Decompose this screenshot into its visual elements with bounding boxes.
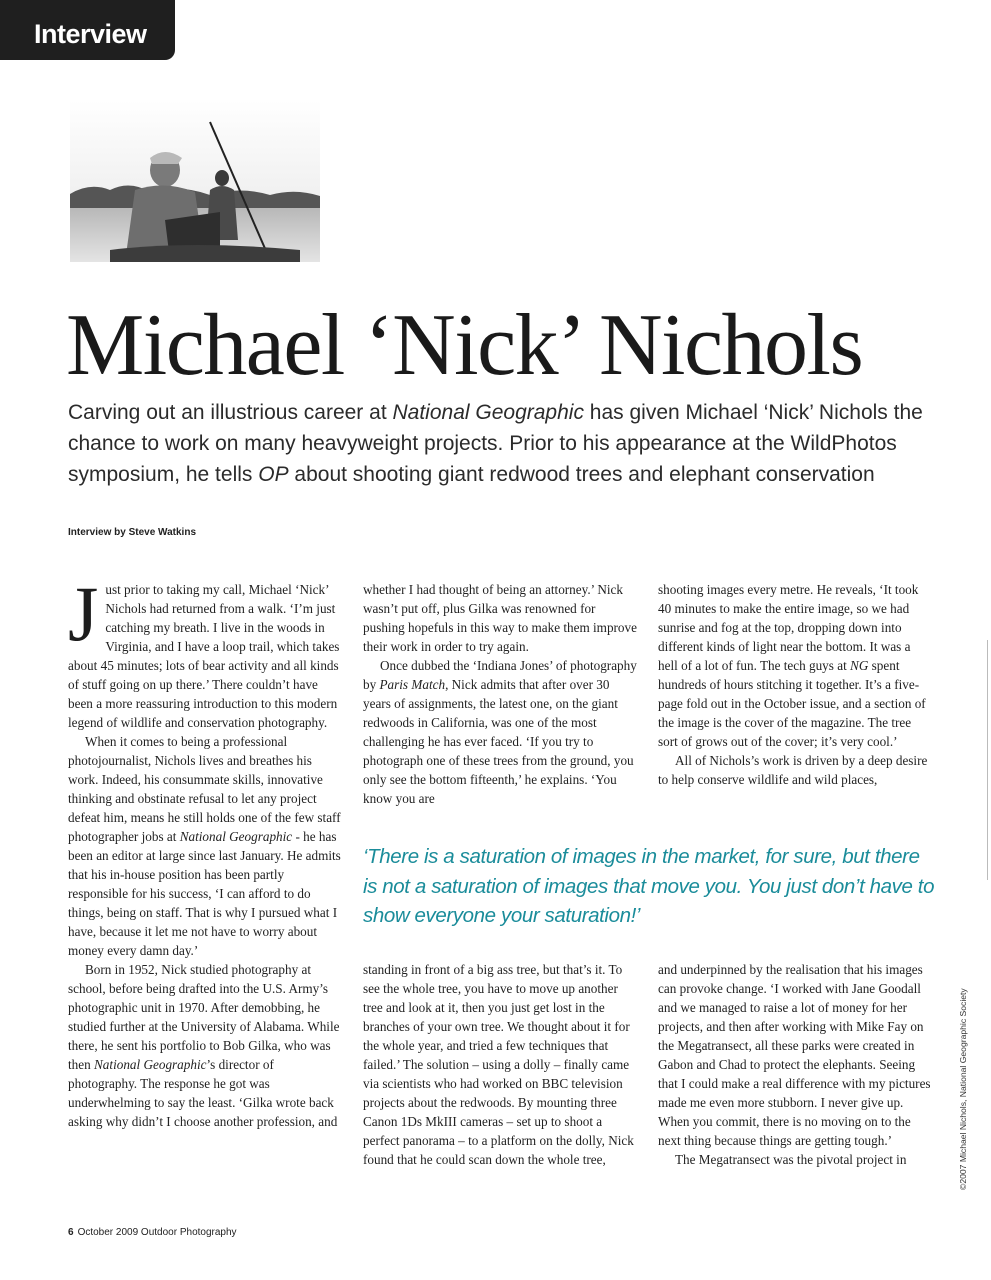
body-text: ’s director of photography. The response he got was underwhelming to say the least. ‘Gilka wrote back asking why didn’t I choose another profession, and [68,1057,338,1129]
publication-name: Paris Match [379,677,446,692]
body-text: Once dubbed the ‘Indiana Jones’ of photography by [363,658,637,692]
section-tag-label: Interview [34,19,147,49]
body-paragraph [68,732,343,960]
standfirst-text: about shooting giant redwood trees and elephant conservation [288,463,875,486]
headline: Michael ‘Nick’ Nichols [66,297,863,394]
body-paragraph: The Megatransect was the pivotal project in [675,1152,907,1167]
section-tag [0,0,175,60]
portrait-photo [70,100,320,262]
body-column-2-top [363,580,638,808]
standfirst [68,397,948,490]
publication-name: National Geographic [94,1057,207,1072]
standfirst-magazine: National Geographic [392,401,584,424]
body-paragraph [658,580,933,751]
publication-name: National Geographic [179,829,293,844]
pull-quote: ‘There is a saturation of images in the market, for sure, but there is not a saturation of images that move you. You just don’t have to show everyone your saturation!’ [363,845,935,927]
body-paragraph [68,570,343,732]
drop-cap: J [68,570,99,657]
body-column-3-bottom [658,960,933,1169]
body-paragraph: All of Nichols’s work is driven by a deep desire to help conserve wildlife and wild places, [658,753,928,787]
body-text: shooting images every metre. He reveals, ‘It took 40 minutes to make the entire image, so we had sunrise and fog at the top, dropping down into different kinds of light near the bottom. It was a hell of a lot of fun. The tech guys at [658,582,919,673]
body-column-3-top [658,580,933,789]
body-paragraph [363,656,638,808]
standfirst-text: Carving out an illustrious career at [68,401,393,424]
portrait-photo-image [70,100,320,262]
page-number: 6 [68,1227,74,1238]
body-paragraph: whether I had thought of being an attorney.’ Nick wasn’t put off, plus Gilka was renowned for pushing hopefuls in this way to make them improve their work in order to try again. [363,582,637,654]
margin-rule [987,640,988,880]
body-paragraph: standing in front of a big ass tree, but that’s it. To see the whole tree, you have to move up another tree and look at it, then you just get lost in the branches of your own tree. We thought about it for the whole year, and tried a few techniques that failed.’ The solution – using a dolly – finally came via scientists who had worked on BBC television projects about the redwoods. By mounting three Canon 1Ds MkIII cameras – set up to shoot a perfect panorama – to a platform on the dolly, Nick found that he could scan down the whole tree, [363,962,634,1167]
body-text: , Nick admits that after over 30 years of assignments, the latest one, on the giant redwoods in California, was one of the most challenging he has ever faced. ‘If you try to photograph one of these trees from the ground, you only see the bottom fifteenth,’ he explains. ‘You know you are [363,677,634,806]
issue-info: October 2009 Outdoor Photography [77,1227,237,1238]
page-footer [68,1227,237,1238]
photo-credit: ©2007 Michael Nichols, National Geographic Society [958,988,968,1190]
standfirst-text: has given Michael ‘Nick’ Nichols the chance to work on many heavyweight projects. Prior to his appearance at the WildPhotos symposium, he tells [68,401,923,486]
byline: Interview by Steve Watkins [68,527,197,538]
body-column-1 [68,570,343,1131]
body-text: - he has been an editor at large since last January. He admits that his in-house position has been partly responsible for his success, ‘I can afford to do things, being on staff. That is why I pursued what I have, because it let me not have to worry about money every damn day.’ [68,829,341,958]
publication-name: NG [850,658,869,673]
body-text: spent hundreds of hours stitching it together. It’s a five-page fold out in the October issue, and a section of the image is the cover of the magazine. The tree sort of grows out of the cover; it’s very cool.’ [658,658,926,749]
body-column-2-bottom [363,960,638,1169]
standfirst-op: OP [258,463,289,486]
body-text: Born in 1952, Nick studied photography at school, before being drafted into the U.S. Army’s photographic unit in 1970. After demobbing, he studied further at the University of Alabama. While there, he sent his portfolio to Bob Gilka, who was then [68,962,340,1072]
body-paragraph [68,960,343,1131]
body-paragraph: and underpinned by the realisation that his images can provoke change. ‘I worked with Jane Goodall and we managed to raise a lot of money for her projects, and then after working with Mike Fay on the Megatransect, all these parks were created in Gabon and Chad to protect the elephants. Seeing that I could make a real difference with my pictures made me even more stubborn. I never give up. When you commit, there is no moving on to the next thing because things are getting tough.’ [658,962,931,1148]
body-text: When it comes to being a professional photojournalist, Nichols lives and breathes his work. Indeed, his consummate skills, innovative thinking and obstinate refusal to let any project defeat him, means he still holds one of the few staff photographer jobs at [68,734,341,844]
body-text: ust prior to taking my call, Michael ‘Nick’ Nichols had returned from a walk. ‘I’m just catching my breath. I live in the woods in Virginia, and I have a loop trail, which takes about 45 minutes; lots of bear activity and all kinds of stuff going on up there.’ There couldn’t have been a more reassuring introduction to this modern legend of wildlife and conservation photography. [68,582,340,730]
